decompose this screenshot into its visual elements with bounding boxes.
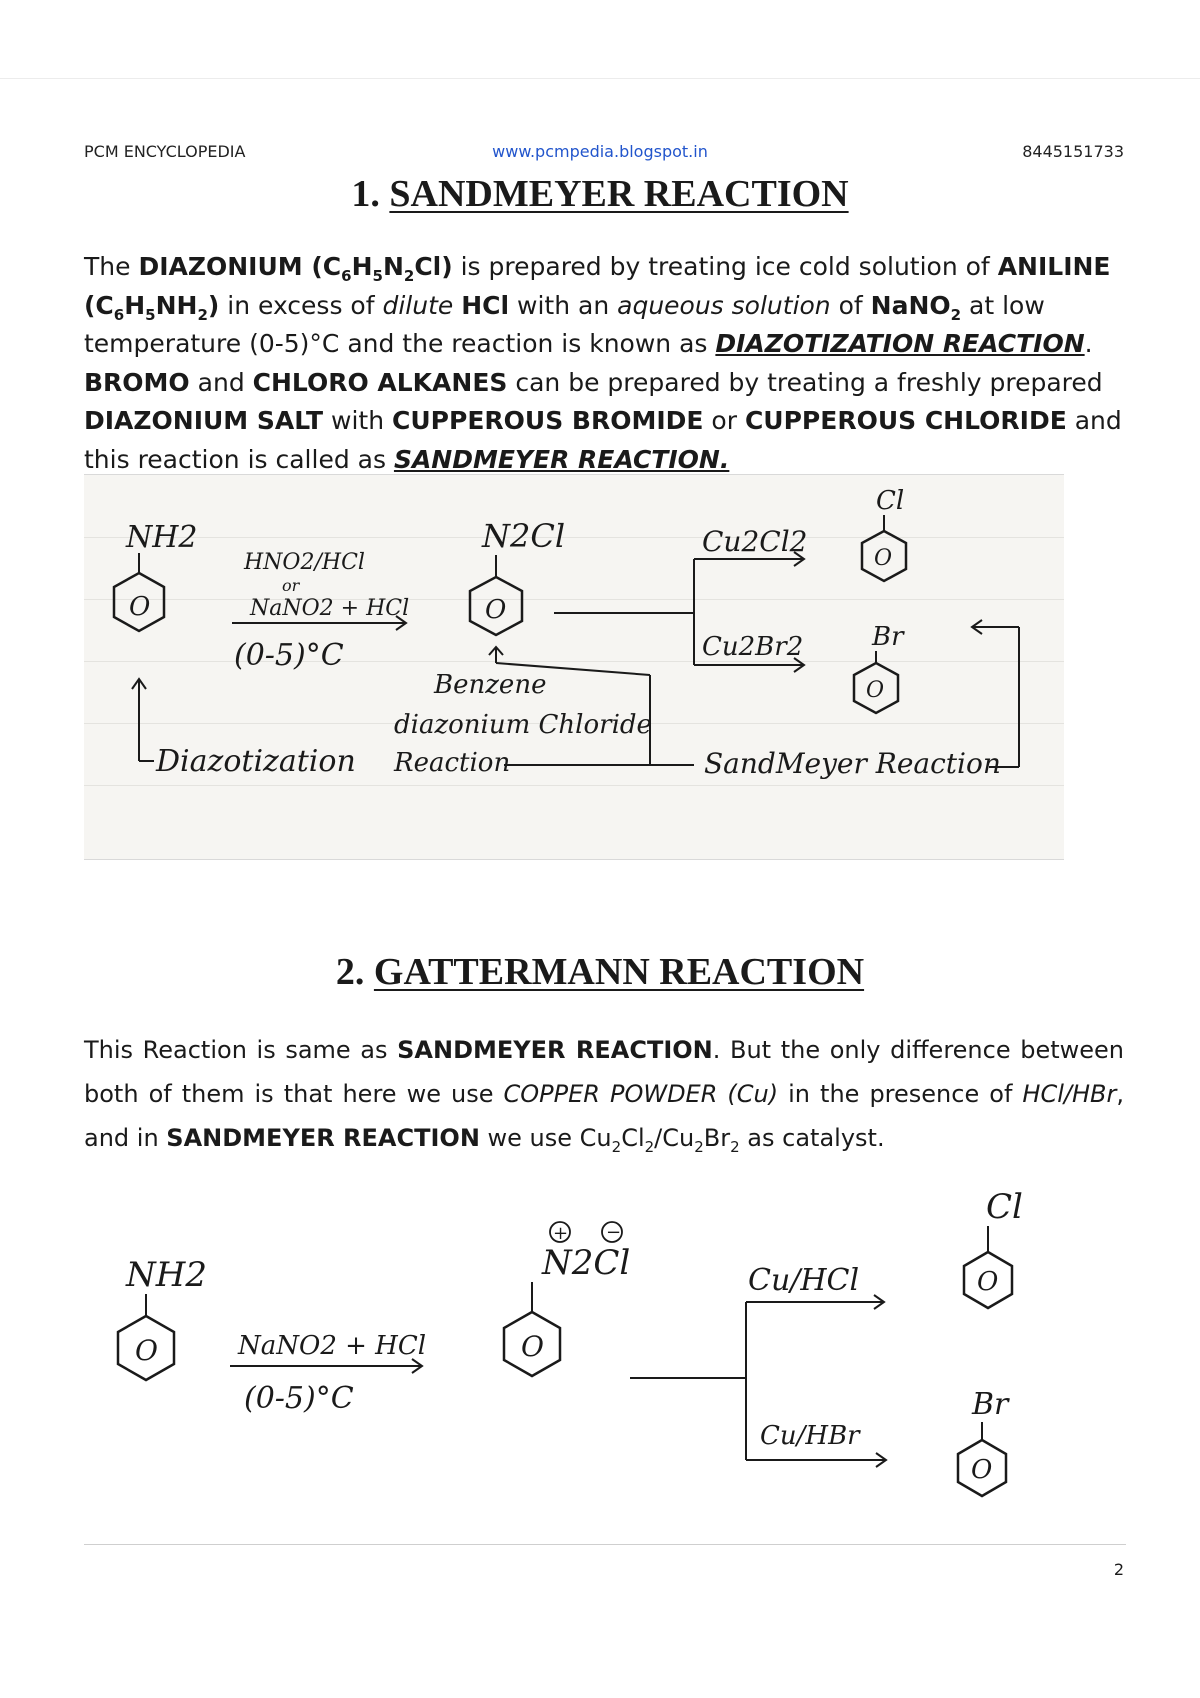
g-minus-charge: − [606, 1222, 622, 1243]
sandmeyer-reaction-label: SandMeyer Reaction [704, 747, 1001, 780]
section2-number: 2. [335, 951, 365, 993]
reagent-cu2br2: Cu2Br2 [702, 632, 804, 662]
reagent-hno2-hcl: HNO2/HCl [244, 550, 365, 575]
g-diazonium-n2cl-label: N2Cl [542, 1243, 631, 1283]
svg-text:O: O [135, 1334, 158, 1367]
section1-number: 1. [351, 173, 380, 215]
reagent-nano2-hcl: NaNO2 + HCl [250, 596, 410, 621]
aniline-nh2-label: NH2 [126, 520, 198, 555]
section1-title-text: SANDMEYER REACTION [389, 173, 849, 215]
top-divider [0, 78, 1200, 79]
diazotization-reaction-label: Reaction [394, 748, 511, 778]
g-reagent-cu-hcl: Cu/HCl [748, 1263, 860, 1298]
svg-text:O: O [977, 1267, 999, 1297]
g-reaction-temperature: (0-5)°C [244, 1381, 354, 1416]
section2-title [0, 950, 1200, 994]
g-reagent-cu-hbr: Cu/HBr [760, 1421, 860, 1451]
svg-text:O: O [485, 595, 507, 625]
g-product-cl-label: Cl [986, 1187, 1023, 1227]
section2-title-text: GATTERMANN REACTION [373, 951, 865, 993]
section1-title [0, 172, 1200, 216]
svg-text:O: O [874, 546, 893, 571]
g-reagent-nano2-hcl: NaNO2 + HCl [238, 1331, 427, 1361]
benzene-label: Benzene [434, 670, 547, 700]
diazotization-label: Diazotization [156, 744, 356, 779]
svg-text:O: O [129, 592, 151, 622]
reagent-cu2cl2: Cu2Cl2 [702, 525, 808, 558]
reagent-or: or [282, 576, 300, 595]
header-url-link[interactable]: www.pcmpedia.blogspot.in [492, 142, 708, 161]
g-plus-charge: + [553, 1223, 569, 1244]
section1-paragraph: The DIAZONIUM $(C_6H_5N_2Cl)$ is prepared by treating ice cold solution of ANILINE $(C_6H_5NH_2)$ in excess of dilute HCl with an aqueous solution of NaNO$_2$ at low temperature (0-5)°C and the reaction is known as DIAZOTIZATION REACTION. BROMO and CHLORO ALKANES can be prepared by treating a freshly prepared DIAZONIUM SALT with CUPPEROUS BROMIDE or CUPPEROUS CHLORIDE and this reaction is called as SANDMEYER REACTION. [84, 252, 1122, 474]
product-br-label: Br [872, 622, 904, 652]
footer-divider [84, 1544, 1126, 1545]
reaction-temperature: (0-5)°C [234, 638, 344, 673]
product-cl-label: Cl [876, 486, 905, 516]
section2-paragraph: This Reaction is same as SANDMEYER REACTION. But the only difference between both of them is that here we use COPPER POWDER (Cu) in the presence of HCl/HBr, and in SANDMEYER REACTION we use $Cu_2Cl_2/Cu_2Br_2$ as catalyst. [84, 1036, 1124, 1156]
page-number: 2 [1113, 1560, 1124, 1579]
header-phone: 8445151733 [1022, 142, 1124, 161]
gattermann-reaction-diagram [84, 1182, 1064, 1522]
svg-text:O: O [521, 1330, 544, 1363]
sandmeyer-reaction-diagram [84, 474, 1064, 860]
diazonium-n2cl-label: N2Cl [482, 517, 566, 555]
svg-text:O: O [971, 1455, 993, 1485]
header-site-name: PCM ENCYCLOPEDIA [84, 142, 246, 161]
g-aniline-nh2-label: NH2 [126, 1255, 208, 1295]
diazonium-chloride-label: diazonium Chloride [394, 710, 652, 740]
g-product-br-label: Br [972, 1387, 1009, 1422]
svg-text:O: O [866, 678, 885, 703]
